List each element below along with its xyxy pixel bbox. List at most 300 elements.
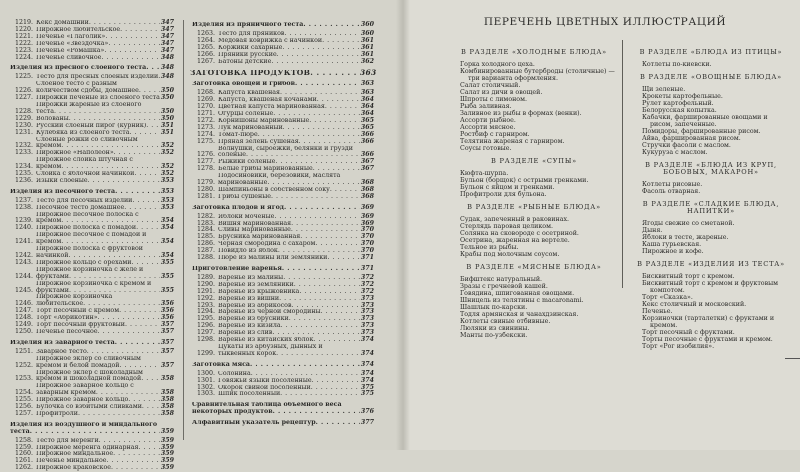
page-number: 373 xyxy=(360,294,374,302)
heading-label: Изделия из заварного теста xyxy=(10,339,115,346)
page-number: 368 xyxy=(360,179,374,187)
page-number: 358 xyxy=(160,389,174,397)
recipe-number: 1248. xyxy=(14,314,33,322)
recipe-number: 1290. xyxy=(196,280,215,288)
section-title: В РАЗДЕЛЕ «ОВОЩНЫЕ БЛЮДА» xyxy=(639,73,783,81)
recipe-number: 1298. xyxy=(196,336,215,344)
recipe-title xyxy=(218,187,360,194)
page-number: 358 xyxy=(160,409,174,417)
recipe-number: 1296. xyxy=(196,322,215,330)
page-number: 369 xyxy=(360,203,374,211)
recipe-entry xyxy=(14,356,174,370)
illustration-item: Бульон с яйцом и гренками. xyxy=(460,184,555,191)
page-number: 376 xyxy=(360,408,374,416)
illustration-item: Ростбиф с гарниром. xyxy=(460,131,530,138)
recipe-title-text: Пирожное полоска с фруктовой начинкой xyxy=(36,246,143,259)
recipe-number: 1229. xyxy=(14,114,33,122)
recipe-title xyxy=(218,59,360,66)
illustration-section xyxy=(450,264,618,339)
recipe-entry xyxy=(196,282,374,289)
recipe-title-text: Пирожное корзиночка с кремом и фруктами xyxy=(36,280,152,294)
illustration-item: Фасоль отварная. xyxy=(642,188,701,195)
illustration-section xyxy=(450,158,618,198)
recipe-entry xyxy=(14,41,174,48)
recipe-title-text: Капуста, квашеная кочанами xyxy=(218,97,317,104)
recipe-number: 1225. xyxy=(14,73,33,81)
page-number: 374 xyxy=(360,349,374,357)
page-number: 350 xyxy=(160,107,174,115)
section-heading xyxy=(10,340,174,347)
recipe-title-text: Пряники русские xyxy=(218,51,277,58)
page-number: 363 xyxy=(360,89,374,97)
illustration-item: Котлеты рисовые. xyxy=(642,181,703,188)
recipe-number: 1249. xyxy=(14,321,33,329)
illustration-item: Салат из дичи в овощей. xyxy=(460,89,543,96)
recipe-title-text: Пирожное миндальное xyxy=(36,451,114,458)
recipe-entry xyxy=(196,337,374,344)
recipe-title-text: Подосиновики, березовики, маслята маринованные xyxy=(218,173,341,187)
heading-text xyxy=(10,422,160,436)
recipe-title xyxy=(36,130,160,137)
recipe-title-text: Пирожное заварное кольцо с заварным кремом xyxy=(36,383,134,397)
recipe-number: 1302. xyxy=(196,383,215,391)
illustration-item: Рулет картофельный. xyxy=(642,100,714,107)
recipe-number: 1241. xyxy=(14,238,33,246)
page-number: 374 xyxy=(360,336,374,344)
recipe-title xyxy=(218,234,360,241)
recipe-number: 1282. xyxy=(196,212,215,220)
recipe-title xyxy=(36,212,160,226)
recipe-title-text: Пюре из малины или земляники xyxy=(218,255,328,262)
illustration-item: Кекс столичный и московский. xyxy=(642,301,747,308)
recipe-title xyxy=(218,90,360,97)
recipe-number: 1268. xyxy=(196,89,215,97)
recipe-number: 1303. xyxy=(196,390,215,398)
page-number: 348 xyxy=(160,73,174,81)
recipe-title-text: Русский слоеный пирог (курник) xyxy=(36,122,147,129)
heading-label: Изделия из пряничного теста xyxy=(192,22,304,28)
recipe-title xyxy=(218,166,360,173)
recipe-title xyxy=(218,159,360,166)
page-number: 357 xyxy=(160,361,174,369)
recipe-number: 1262. xyxy=(14,464,33,472)
recipe-entry xyxy=(14,322,174,329)
recipe-title-text: Тесто для меренги xyxy=(36,437,99,444)
page-number: 364 xyxy=(360,103,374,111)
recipe-title-text: Слоеные рожки со сливочным кремом xyxy=(36,136,138,150)
page-number: 374 xyxy=(360,376,374,384)
recipe-title-text: Слоеное тесто с разным количеством сдобы, домашнее xyxy=(36,81,139,95)
recipe-title xyxy=(218,52,360,59)
recipe-title xyxy=(36,157,160,171)
page-number: 367 xyxy=(360,165,374,173)
page-number: 372 xyxy=(360,287,374,295)
page-number: 357 xyxy=(160,347,174,355)
recipe-title-text: Медовая коврижка с начинкой xyxy=(218,37,323,44)
heading-label: Заготовка овощей и грибов xyxy=(192,81,296,88)
recipe-title xyxy=(36,150,160,157)
recipe-title-text: Батоны детские xyxy=(218,58,272,65)
recipe-title xyxy=(218,241,360,248)
recipe-entry xyxy=(196,45,374,52)
illustration-item: Стручки фасоли с маслом. xyxy=(642,142,731,149)
page-number: 363 xyxy=(360,80,374,88)
illustration-item: Кабачки, фаршированные овощами и рисом, запеченные. xyxy=(642,114,768,128)
recipe-title-text: Варенье из абрикосов xyxy=(218,302,292,309)
page-number: 352 xyxy=(160,142,174,150)
illustration-item: Пирожное и кофе. xyxy=(642,248,704,255)
recipe-number: 1228. xyxy=(14,107,33,115)
recipe-title xyxy=(218,248,360,255)
recipe-number: 1294. xyxy=(196,308,215,316)
page-number: 348 xyxy=(160,53,174,61)
recipe-number: 1237. xyxy=(14,196,33,204)
heading-text xyxy=(10,340,160,347)
recipe-number: 1245. xyxy=(14,286,33,294)
illustration-section xyxy=(450,204,618,258)
recipe-number: 1226. xyxy=(14,87,33,95)
recipe-title xyxy=(36,308,160,315)
page-number: 354 xyxy=(160,224,174,232)
heading-text xyxy=(192,420,360,427)
page-number: 356 xyxy=(160,300,174,308)
recipe-entry xyxy=(196,125,374,132)
recipe-entry xyxy=(196,221,374,228)
recipe-title-text: Окорок свиной посоленный xyxy=(218,384,311,391)
recipe-number: 1281. xyxy=(196,192,215,200)
heading-text xyxy=(192,266,360,273)
recipe-title-text: Пирожное любительское xyxy=(36,26,121,33)
recipe-title xyxy=(218,146,360,160)
recipe-entry xyxy=(14,281,174,295)
page-number: 347 xyxy=(160,46,174,54)
recipe-number: 1271. xyxy=(196,109,215,117)
section-heading xyxy=(10,189,174,196)
recipe-title-text: Солонина xyxy=(218,370,251,377)
recipe-title-text: Пирожное заварное кольцо xyxy=(36,397,129,404)
recipe-entry xyxy=(14,27,174,34)
illustration-item: Говядина, шпигованная овощами. xyxy=(460,290,575,297)
recipe-title-text: Варенье из китайских яблок xyxy=(218,337,314,344)
recipe-entry xyxy=(14,74,174,81)
page-number: 350 xyxy=(160,114,174,122)
recipe-title-text: Пирожное кольцо с орехами xyxy=(36,259,132,266)
page-number: 357 xyxy=(160,327,174,335)
page-number: 374 xyxy=(360,369,374,377)
recipe-title xyxy=(36,438,160,445)
illustrations-column-2 xyxy=(632,43,790,350)
recipe-entry xyxy=(196,385,374,392)
heading-label: Изделия из воздушного и миндального теста xyxy=(10,421,158,435)
recipe-entry xyxy=(196,316,374,323)
recipe-title xyxy=(36,123,160,130)
recipe-title-text: Варенье из крыжовника xyxy=(218,288,300,295)
recipe-title-text: Томат-пюре xyxy=(218,131,258,138)
recipe-number: 1273. xyxy=(196,123,215,131)
illustration-item: Крокеты картофельные. xyxy=(642,93,723,100)
page-number: 350 xyxy=(160,94,174,102)
page-number: 368 xyxy=(360,192,374,200)
recipe-title xyxy=(36,246,160,260)
section-heading xyxy=(10,65,174,72)
recipe-title-text: Печенье песочное xyxy=(36,328,98,335)
illustration-item: Манты по-узбекски. xyxy=(460,332,528,339)
recipe-title-text: Пирожное эклер со сливочным кремом и белой помадой xyxy=(36,355,141,369)
recipe-number: 1286. xyxy=(196,240,215,248)
page-number: 359 xyxy=(160,457,174,465)
recipe-entry xyxy=(14,150,174,157)
recipe-title-text: Тесто для пресных слоеных изделий xyxy=(36,74,159,81)
illustration-item: Комбинированные бутерброды (столичные) — три варианта оформления. xyxy=(460,68,615,82)
page-number: 373 xyxy=(360,315,374,323)
recipe-entry xyxy=(196,344,374,358)
recipe-number: 1222. xyxy=(14,39,33,47)
recipe-entry xyxy=(14,130,174,137)
recipe-number: 1270. xyxy=(196,103,215,111)
page-number: 348 xyxy=(160,64,174,72)
recipe-entry xyxy=(196,159,374,166)
page-number: 366 xyxy=(360,151,374,159)
recipe-title xyxy=(36,81,160,95)
recipe-title xyxy=(36,20,160,27)
recipe-entry xyxy=(14,34,174,41)
recipe-title-text: Варенье из черной смородины xyxy=(218,309,321,316)
recipe-entry xyxy=(14,225,174,232)
recipe-number: 1266. xyxy=(196,50,215,58)
recipe-entry xyxy=(14,137,174,151)
illustration-item: Котлеты по-киевски. xyxy=(642,61,712,68)
illustration-section xyxy=(450,49,618,152)
illustrations-title: ПЕРЕЧЕНЬ ЦВЕТНЫХ ИЛЛЮСТРАЦИЙ xyxy=(483,16,727,28)
recipe-number: 1239. xyxy=(14,217,33,225)
page-number: 361 xyxy=(360,43,374,51)
recipe-title xyxy=(36,294,160,308)
page-number: 353 xyxy=(160,187,174,195)
recipe-title xyxy=(36,225,160,232)
recipe-title xyxy=(36,445,160,452)
recipe-number: 1260. xyxy=(14,450,33,458)
illustration-item: Тельное из рыбы. xyxy=(460,244,519,251)
page-number: 374 xyxy=(360,360,374,368)
section-heading xyxy=(192,22,374,29)
recipe-title-text: Варенье из слив xyxy=(218,330,273,337)
recipe-number: 1300. xyxy=(196,369,215,377)
recipe-title xyxy=(36,349,160,356)
recipe-entry xyxy=(196,52,374,59)
recipe-entry xyxy=(14,48,174,55)
section-title: В РАЗДЕЛЕ «СУПЫ» xyxy=(491,157,577,165)
illustration-item: Яблоки в тесте, жареные. xyxy=(642,234,729,241)
recipe-title xyxy=(218,282,360,289)
recipe-number: 1275. xyxy=(196,137,215,145)
illustration-item: Торт песочный с фруктами. xyxy=(642,329,735,336)
recipe-entry xyxy=(14,404,174,411)
recipe-title xyxy=(36,41,160,48)
recipe-entry xyxy=(14,438,174,445)
recipe-title xyxy=(218,125,360,132)
recipe-number: 1274. xyxy=(196,130,215,138)
recipe-title-text: Пирожное песочное с помадой и кремом xyxy=(36,232,147,246)
recipe-number: 1253. xyxy=(14,375,33,383)
section-title: В РАЗДЕЛЕ «БЛЮДА ИЗ КРУП, БОБОВЫХ, МАКАРОН» xyxy=(645,161,777,176)
recipe-title-text: Пирожное эклер с шоколадным кремом и шоколадной помадой xyxy=(36,369,143,383)
recipe-title xyxy=(218,31,360,38)
page-number: 352 xyxy=(160,149,174,157)
recipe-title-text: Варенье из земляники xyxy=(218,281,294,288)
recipe-entry xyxy=(14,308,174,315)
recipe-title-text: Печенье миндальное xyxy=(36,458,107,465)
recipe-number: 1233. xyxy=(14,149,33,157)
recipe-title xyxy=(36,315,160,322)
illustration-item: Торты песочные с фруктами и кремом. xyxy=(642,336,773,343)
section-heading xyxy=(192,402,374,416)
recipe-number: 1301. xyxy=(196,376,215,384)
recipe-entry xyxy=(196,90,374,97)
recipe-title-text: Пирожное слойка штучная с кремом xyxy=(36,157,133,171)
recipe-number: 1250. xyxy=(14,327,33,335)
recipe-entry xyxy=(196,104,374,111)
recipe-number: 1223. xyxy=(14,46,33,54)
recipe-entry xyxy=(14,55,174,62)
recipe-number: 1288. xyxy=(196,254,215,262)
recipe-number: 1252. xyxy=(14,361,33,369)
page-number: 347 xyxy=(160,32,174,40)
section-heading xyxy=(192,205,374,212)
recipe-title-text: Коржики сахарные xyxy=(218,44,283,51)
illustration-item: Люляки из свинины. xyxy=(460,325,530,332)
recipe-title xyxy=(36,411,160,418)
heading-label: Сравнительная таблица объемного веса некоторых продуктов xyxy=(192,402,342,416)
recipe-entry xyxy=(196,371,374,378)
recipe-number: 1244. xyxy=(14,272,33,280)
heading-text xyxy=(10,65,160,72)
page-number: 356 xyxy=(160,314,174,322)
recipe-entry xyxy=(196,194,374,201)
illustrations-column-1 xyxy=(450,43,618,339)
illustration-item: Бульон (борщок) с острыми гренками. xyxy=(460,177,589,184)
recipe-title xyxy=(36,205,160,212)
recipe-entry xyxy=(14,329,174,336)
heading-text xyxy=(192,402,360,416)
recipe-title xyxy=(218,214,360,221)
recipe-title-text: Песочное тесто домашнее xyxy=(36,204,125,211)
recipe-number: 1255. xyxy=(14,396,33,404)
recipe-title-text: Вишня маринованная xyxy=(218,220,292,227)
page-number: 353 xyxy=(160,196,174,204)
section-heading xyxy=(192,362,374,369)
page-number: 363 xyxy=(360,68,377,78)
page-number: 360 xyxy=(360,21,374,28)
illustration-item: Помидоры, фаршированные рисом. xyxy=(642,128,761,135)
recipe-title xyxy=(218,344,360,358)
recipe-number: 1277. xyxy=(196,158,215,166)
page-number: 366 xyxy=(360,137,374,145)
recipe-number: 1240. xyxy=(14,224,33,232)
recipe-entry xyxy=(196,31,374,38)
recipe-title xyxy=(36,74,160,81)
recipe-title xyxy=(36,451,160,458)
recipe-entry xyxy=(196,255,374,262)
recipe-entry xyxy=(14,458,174,465)
contents-column-2 xyxy=(190,18,377,429)
recipe-title-text: Пирожки печеные из слоеного теста xyxy=(36,95,160,102)
illustration-item: Заливное из рыбы в формах (венки). xyxy=(460,110,582,117)
recipe-entry xyxy=(14,445,174,452)
recipe-entry xyxy=(14,315,174,322)
recipe-number: 1232. xyxy=(14,142,33,150)
recipe-title xyxy=(36,397,160,404)
recipe-entry xyxy=(14,212,174,226)
page-number: 366 xyxy=(360,130,374,138)
page-number: 369 xyxy=(360,212,374,220)
page-number: 360 xyxy=(360,29,374,37)
recipe-entry xyxy=(14,102,174,116)
recipe-entry xyxy=(196,111,374,118)
illustration-item: Бисквитный торт с кремом и фруктовым компотом. xyxy=(642,280,779,294)
recipe-number: 1231. xyxy=(14,128,33,136)
recipe-title-text: Печенье сливочное xyxy=(36,54,102,61)
illustration-item: Судак, запеченный в раковинах. xyxy=(460,216,570,223)
recipe-number: 1285. xyxy=(196,233,215,241)
recipe-entry xyxy=(14,232,174,246)
page-number: 375 xyxy=(360,383,374,391)
recipe-title-text: Пирожки жареные из слоеного теста xyxy=(36,101,142,115)
page-number: 353 xyxy=(160,176,174,184)
page-number: 364 xyxy=(360,109,374,117)
recipe-title-text: Волнушки, сыроежки, белянки и грузди соленые xyxy=(218,145,353,159)
illustration-item: Шпроты с лимоном. xyxy=(460,96,528,103)
recipe-entry xyxy=(196,166,374,173)
illustration-item: Крабы под молочным соусом. xyxy=(460,251,560,258)
recipe-title xyxy=(218,296,360,303)
page-number: 355 xyxy=(160,286,174,294)
recipe-entry xyxy=(14,246,174,260)
recipe-number: 1272. xyxy=(196,116,215,124)
page-number: 355 xyxy=(160,272,174,280)
recipe-number: 1293. xyxy=(196,301,215,309)
illustration-item: Ассорти рыбное. xyxy=(460,117,516,124)
recipe-entry xyxy=(14,451,174,458)
heading-label: ЗАГОТОВКА ПРОДУКТОВ xyxy=(190,70,311,78)
illustration-item: Тодля армянская и чанахдзинская. xyxy=(460,311,579,318)
recipe-entry xyxy=(196,97,374,104)
recipe-number: 1269. xyxy=(196,96,215,104)
recipe-title xyxy=(218,139,360,146)
recipe-number: 1257. xyxy=(14,409,33,417)
recipe-title-text: Шампиньоны в собственном соку xyxy=(218,186,330,193)
recipe-title-text: Яблоки моченые xyxy=(218,213,275,220)
recipe-title xyxy=(218,289,360,296)
illustration-item: Корзиночки (тарталетки) с фруктами и кремом. xyxy=(642,315,775,329)
page-number: 357 xyxy=(160,338,174,346)
recipe-number: 1264. xyxy=(196,36,215,44)
recipe-title-text: Заварное тесто xyxy=(36,348,87,355)
illustration-item: Солянка на сковороде с осетриной. xyxy=(460,230,579,237)
page-number: 356 xyxy=(160,307,174,315)
recipe-title xyxy=(218,316,360,323)
illustration-item: Шашлык по-карски. xyxy=(460,304,528,311)
page-number: 362 xyxy=(360,57,374,65)
illustration-item: Шницель из телятины с macaronami. xyxy=(460,297,584,304)
page-number: 367 xyxy=(360,158,374,166)
recipe-number: 1259. xyxy=(14,443,33,451)
recipe-entry xyxy=(196,378,374,385)
illustration-item: Белорусская копытка. xyxy=(642,107,717,114)
recipe-title-text: Печенье «Ромашка» xyxy=(36,47,105,54)
recipe-entry xyxy=(14,205,174,212)
recipe-title-text: Лук маринованный xyxy=(218,124,283,131)
page-number: 351 xyxy=(160,121,174,129)
